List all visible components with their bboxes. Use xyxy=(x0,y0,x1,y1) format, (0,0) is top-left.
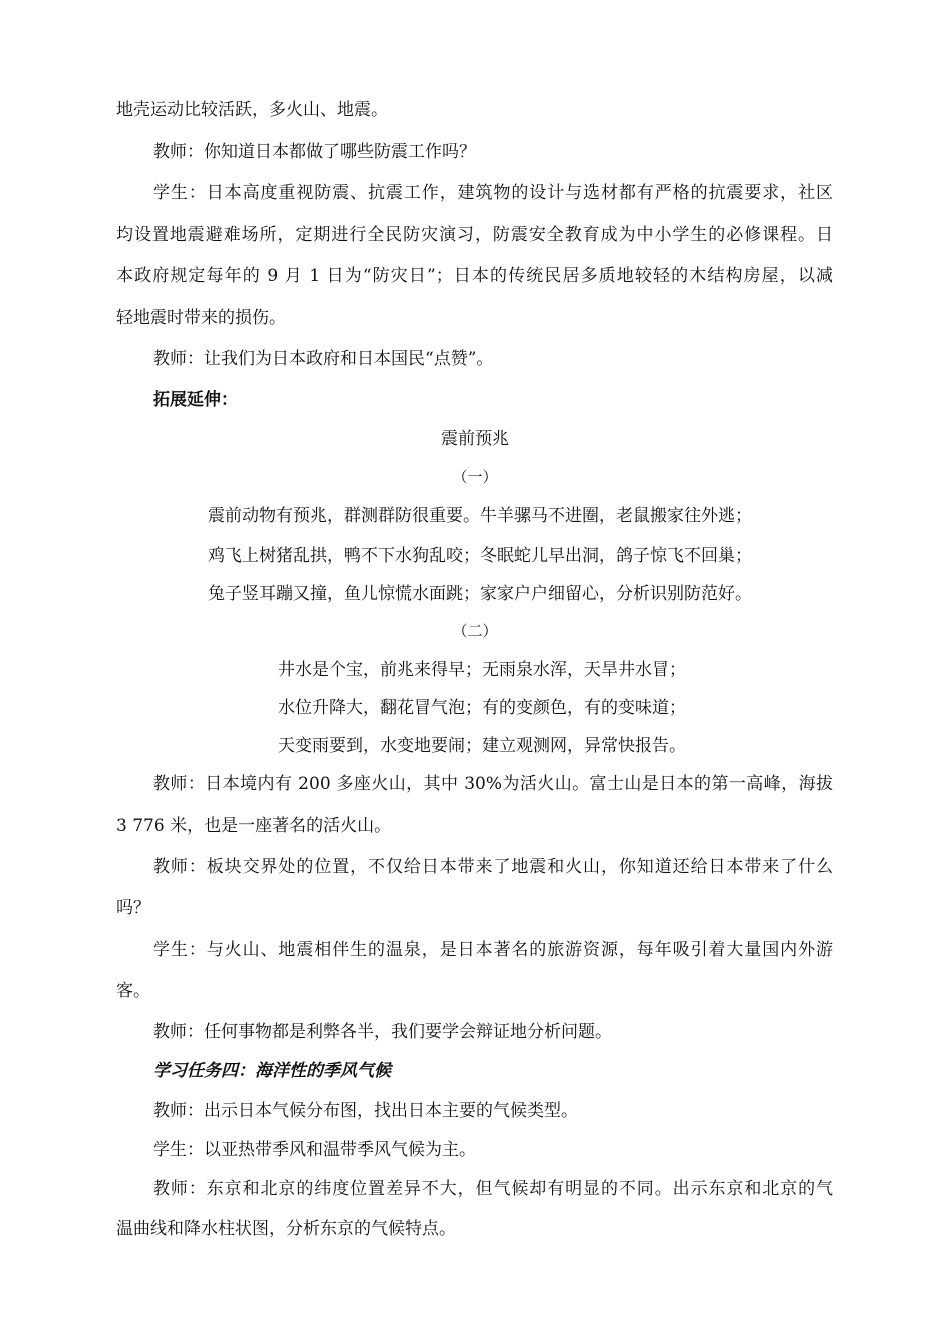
paragraph-line: 客。 xyxy=(116,981,150,1001)
poem-line: 井水是个宝，前兆来得早；无雨泉水浑，天旱井水冒； xyxy=(278,660,686,680)
paragraph-line: 教师：让我们为日本政府和日本国民“点赞”。 xyxy=(153,349,494,369)
paragraph-line: 温曲线和降水柱状图，分析东京的气候特点。 xyxy=(116,1219,456,1239)
paragraph-line: 3 776 米，也是一座著名的活火山。 xyxy=(116,816,392,836)
poem-line: 震前动物有预兆，群测群防很重要。牛羊骡马不进圈，老鼠搬家往外逃； xyxy=(208,506,752,526)
poem-line: 兔子竖耳蹦又撞，鱼儿惊慌水面跳；家家户户细留心，分析识别防范好。 xyxy=(208,584,752,604)
paragraph-line: 吗？ xyxy=(116,898,150,918)
paragraph-line: 教师：任何事物都是利弊各半，我们要学会辩证地分析问题。 xyxy=(153,1022,612,1042)
paragraph-line: 轻地震时带来的损伤。 xyxy=(116,308,286,328)
poem-title: 震前预兆 xyxy=(441,429,509,449)
paragraph-line: 教师：你知道日本都做了哪些防震工作吗？ xyxy=(153,142,476,162)
paragraph-line: 教师：出示日本气候分布图，找出日本主要的气候类型。 xyxy=(153,1101,578,1121)
poem-line: 水位升降大，翻花冒气泡；有的变颜色，有的变味道； xyxy=(278,698,686,718)
section-heading: 学习任务四：海洋性的季风气候 xyxy=(153,1061,391,1081)
paragraph-line: 教师：东京和北京的纬度位置差异不大，但气候却有明显的不同。出示东京和北京的气 xyxy=(153,1179,833,1199)
poem-part-label: （二） xyxy=(452,622,498,640)
paragraph-line: 地壳运动比较活跃，多火山、地震。 xyxy=(116,100,388,120)
paragraph-line: 本政府规定每年的 9 月 1 日为“防灾日”；日本的传统民居多质地较轻的木结构房屋，以减 xyxy=(116,266,833,286)
poem-part-label: （一） xyxy=(452,468,498,486)
section-heading: 拓展延伸： xyxy=(153,390,238,410)
paragraph-line: 教师：板块交界处的位置，不仅给日本带来了地震和火山，你知道还给日本带来了什么 xyxy=(153,857,833,877)
poem-line: 鸡飞上树猪乱拱，鸭不下水狗乱咬；冬眠蛇儿早出洞，鸽子惊飞不回巢； xyxy=(208,546,752,566)
paragraph-line: 均设置地震避难场所，定期进行全民防灾演习，防震安全教育成为中小学生的必修课程。日 xyxy=(116,225,833,245)
paragraph-line: 学生：日本高度重视防震、抗震工作，建筑物的设计与选材都有严格的抗震要求，社区 xyxy=(153,183,833,203)
paragraph-line: 学生：与火山、地震相伴生的温泉，是日本著名的旅游资源，每年吸引着大量国内外游 xyxy=(153,940,833,960)
poem-line: 天变雨要到，水变地要闹；建立观测网，异常快报告。 xyxy=(278,736,686,756)
paragraph-line: 学生：以亚热带季风和温带季风气候为主。 xyxy=(153,1140,476,1160)
paragraph-line: 教师：日本境内有 200 多座火山，其中 30%为活火山。富士山是日本的第一高峰，海拔 xyxy=(153,774,833,794)
